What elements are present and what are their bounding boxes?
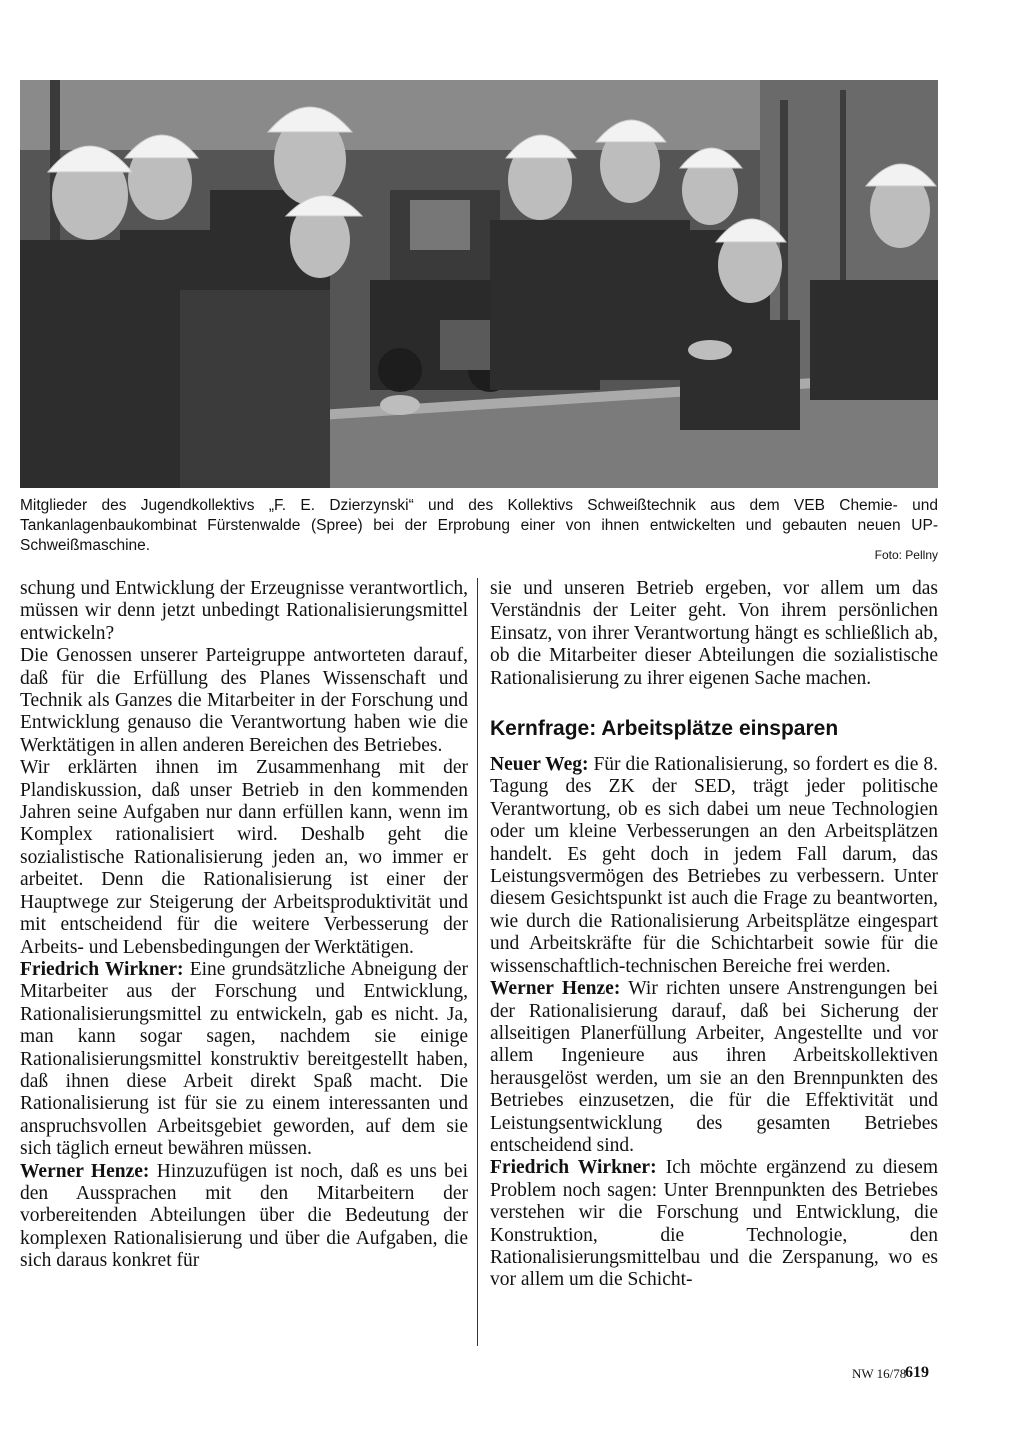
issue-reference: NW 16/78 [852,1366,907,1381]
photo-caption: Mitglieder des Jugendkollektivs „F. E. Dzierzynski“ und des Kollektivs Schweißtechnik aus dem VEB Chemie- und Tankanlagenbaukombinat Fürstenwalde (Spree) bei der Erprobung einer von ihnen entwickelten und gebauten neuen UP-Schweißmaschine. [20,497,938,554]
right-paragraph: Werner Henze: Wir richten unsere Anstrengungen bei der Rationalisierung darauf, daß bei Sicherung der allseitigen Planerfüllung Arbeiter, Angestellte und vor allem Ingenieure aus ihren Arbeitskollektiven herausgelöst werden, um sie an den Brennpunkten des Betriebes einzusetzen, die für die Effektivität und Leistungsentwicklung des gesamten Betriebes entscheidend sind. [490,978,938,1156]
left-column [20,578,468,1273]
speaker-label: Friedrich Wirkner: [490,1157,657,1179]
speaker-label: Werner Henze: [490,978,621,1000]
right-column [490,578,938,1292]
photo-credit: Foto: Pellny [874,548,938,562]
left-paragraph: Wir erklärten ihnen im Zusammenhang mit der Plandiskussion, daß unser Betrieb in den kommenden Jahren seine Aufgaben nur dann erfüllen kann, wenn im Komplex rationalisiert wird. Deshalb geht die sozialistische Rationalisierung jeden an, wo immer er arbeitet. Denn die Rationalisierung ist einer der Hauptwege zur Steigerung der Arbeitsproduktivität und mit entscheidend für die weitere Verbesserung der Arbeits- und Lebensbedingungen der Werktätigen. [20,757,468,958]
speaker-label: Friedrich Wirkner: [20,958,184,980]
left-paragraph: Friedrich Wirkner: Eine grundsätzliche Abneigung der Mitarbeiter aus der Forschung und Entwicklung, Rationalisierungsmittel zu entwickeln, gab es nicht. Ja, man kann sogar sagen, nachdem sie einige Rationalisierungsmittel konstruktiv bereitgestellt haben, daß ihnen diese Arbeit direkt Spaß macht. Die Rationalisierung ist für sie zu einem interessanten und anspruchsvollen Arbeitsgebiet geworden, auf dem sie sich täglich erneut bewähren müssen. [20,958,469,1160]
section-heading: Kernfrage: Arbeitsplätze einsparen [490,717,839,741]
speaker-label: Werner Henze: [20,1160,150,1182]
column-divider [477,578,478,1346]
right-paragraph: Friedrich Wirkner: Ich möchte ergänzend zu diesem Problem noch sagen: Unter Brennpunkten des Betriebes verstehen wir die Forschung und Entwicklung, die Konstruktion, die Technologie, den Rationalisierungsmittelbau und die Zerspanung, wo es vor allem um die Schicht- [490,1157,939,1291]
photo-illustration [20,80,938,488]
page-number: 619 [905,1364,929,1381]
left-paragraph: schung und Entwicklung der Erzeugnisse verantwortlich, müssen wir denn jetzt unbedingt Rationalisierungsmittel entwickeln? [20,578,468,644]
photo-welding-collective [20,80,938,488]
left-paragraph: Die Genossen unserer Parteigruppe antworteten darauf, daß für die Erfüllung des Planes Wissenschaft und Technik als Ganzes die Mitarbeiter in der Forschung und Entwicklung genauso die Verantwortung haben wie die Werktätigen in allen anderen Bereichen des Betriebes. [20,645,468,756]
right-intro: sie und unseren Betrieb ergeben, vor allem um das Verständnis der Leiter geht. Von ihrem persönlichen Einsatz, von ihrer Verantwortung hängt es schließlich ab, ob die Mitarbeiter dieser Abteilungen die sozialistische Rationalisierung zu ihrer eigenen Sache machen. [490,578,938,689]
left-paragraph: Werner Henze: Hinzuzufügen ist noch, daß es uns bei den Aussprachen mit den Mitarbeitern der vorbereitenden Abteilungen über die Bedeutung der komplexen Rationalisierung und über die Aufgaben, die sich daraus konkret für [20,1160,468,1272]
speaker-label: Neuer Weg: [490,754,589,776]
right-paragraph: Neuer Weg: Für die Rationalisierung, so fordert es die 8. Tagung des ZK der SED, trägt jeder politische Verantwortung, ob es sich dabei um neue Technologien oder um kleine Verbesserungen an den Arbeitsplätzen handelt. Es geht doch in jedem Fall darum, das Leistungsvermögen des Betriebes zu verbessern. Unter diesem Gesichtspunkt ist auch die Frage zu beantworten, wie durch die Rationalisierung Arbeitsplätze eingespart und Arbeitskräfte für die Schichtarbeit sowie für die wissenschaftlich-technischen Bereiche frei werden. [490,754,938,977]
